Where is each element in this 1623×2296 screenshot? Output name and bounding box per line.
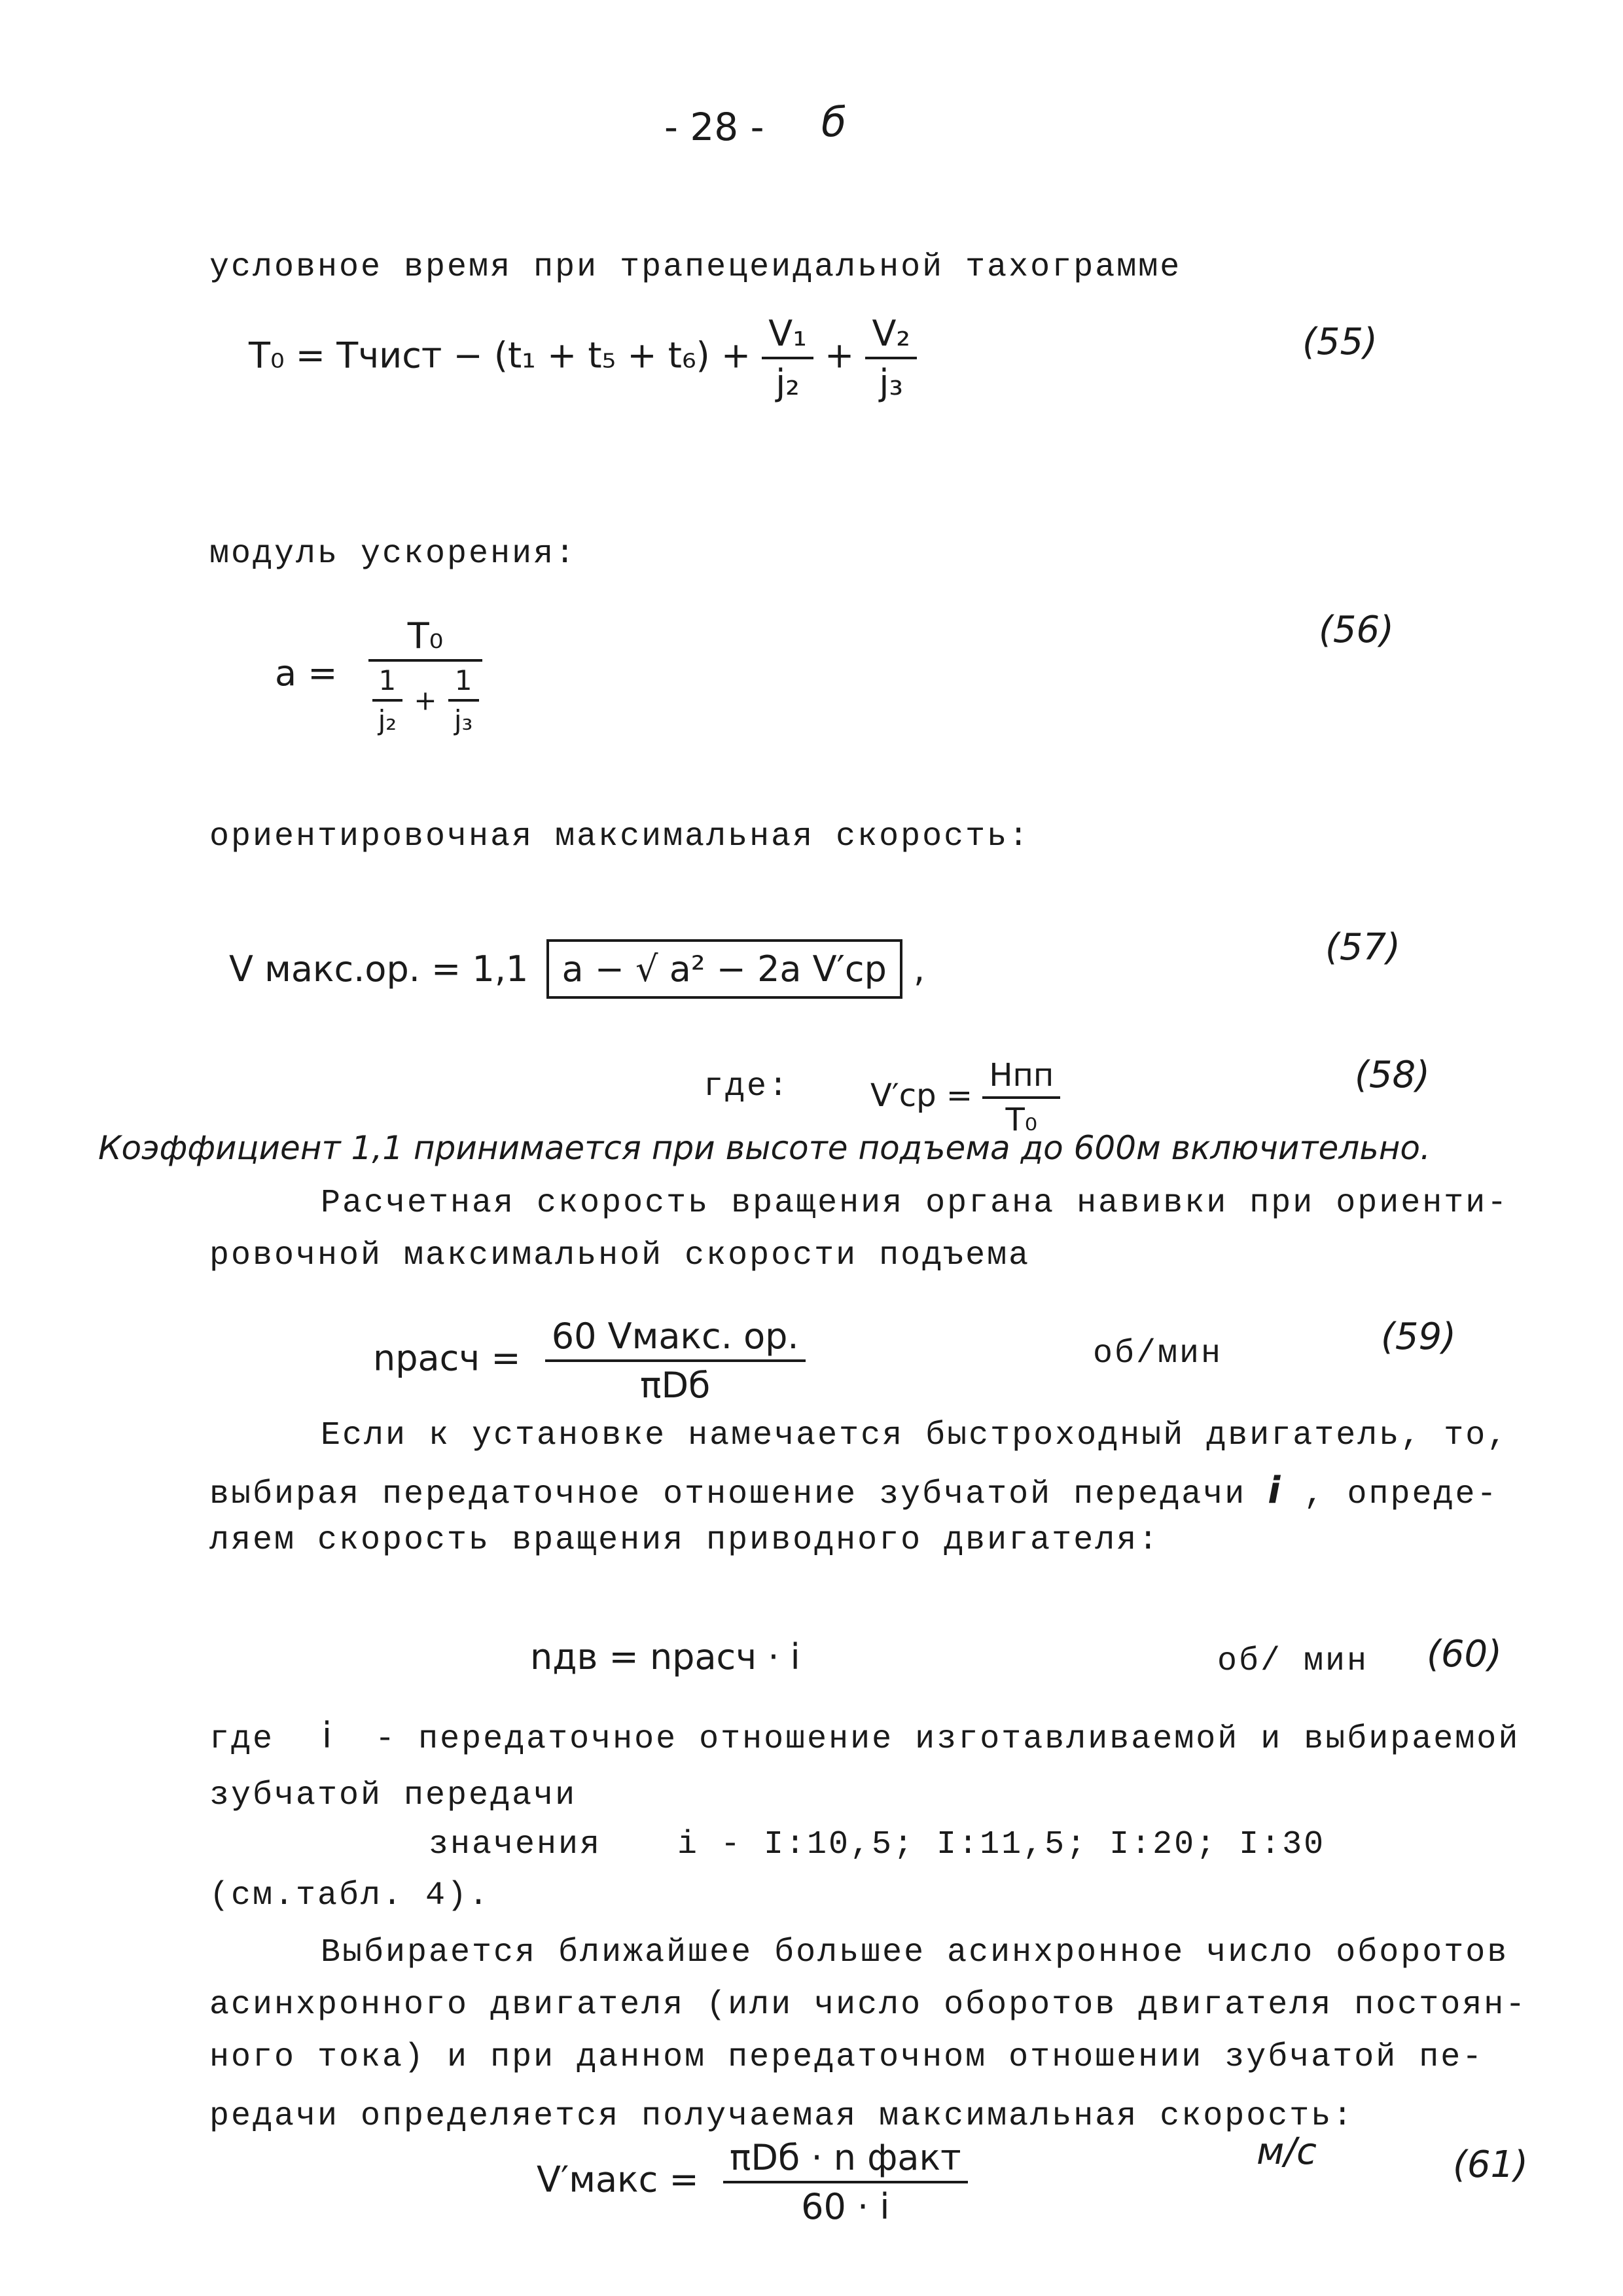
equation-59 bbox=[373, 1316, 806, 1406]
eq56-d1 bbox=[372, 664, 403, 736]
eq56-d2-den: j₃ bbox=[454, 704, 473, 736]
eq56-dplus: + bbox=[414, 684, 437, 717]
page-number: - 28 - bbox=[664, 105, 764, 149]
paragraph-61-line-1: Выбирается ближайшее большее асинхронное число оборотов bbox=[321, 1934, 1509, 1971]
eq56-num: T₀ bbox=[368, 615, 483, 662]
paragraph-61-line-3: ного тока) и при данном передаточном отношении зубчатой пе- bbox=[209, 2039, 1484, 2076]
equation-number-59: (59) bbox=[1381, 1316, 1456, 1358]
eq59-unit: об/мин bbox=[1093, 1335, 1223, 1372]
coefficient-note: Коэффициент 1,1 принимается при высоте подъема до 600м включительно. bbox=[98, 1129, 1431, 1167]
eq58-lhs: V′ср = bbox=[870, 1077, 973, 1114]
eq55-f2-num: V₂ bbox=[865, 313, 917, 359]
def-i-text: - передаточное отношение изготавливаемой и выбираемой bbox=[375, 1721, 1520, 1758]
eq57-lhs: V макс.ор. = 1,1 bbox=[229, 948, 529, 990]
p60-line2-text-b: , опреде- bbox=[1304, 1476, 1499, 1513]
eq56-d2 bbox=[448, 664, 479, 736]
eq60-unit: об/ мин bbox=[1217, 1643, 1369, 1680]
equation-58 bbox=[870, 1057, 1060, 1138]
eq56-den bbox=[372, 662, 479, 736]
eq61-lhs: V′макс = bbox=[537, 2159, 699, 2200]
eq58-num: Hпп bbox=[982, 1057, 1060, 1099]
eq56-lhs: a = bbox=[275, 653, 338, 694]
eq57-comma: , bbox=[914, 948, 925, 990]
eq57-bracket: a − √ a² − 2a V′ср bbox=[546, 939, 902, 999]
equation-56 bbox=[275, 615, 482, 736]
definition-i-line-1 bbox=[209, 1715, 1520, 1758]
paragraph-60-line-3: ляем скорость вращения приводного двигателя: bbox=[209, 1522, 1160, 1559]
equation-number-60: (60) bbox=[1427, 1633, 1502, 1676]
eq61-den: 60 · i bbox=[801, 2186, 890, 2227]
section-label-57: ориентировочная максимальная скорость: bbox=[209, 818, 1031, 855]
eq56-d1-den: j₂ bbox=[378, 704, 397, 736]
eq56-fraction bbox=[368, 615, 483, 736]
eq58-fraction bbox=[982, 1057, 1060, 1138]
equation-number-56: (56) bbox=[1319, 609, 1394, 651]
eq55-plus: + bbox=[825, 334, 855, 376]
eq58-den: T₀ bbox=[1005, 1102, 1038, 1138]
paragraph-60-line-2 bbox=[209, 1469, 1499, 1513]
eq61-unit: м/с bbox=[1257, 2130, 1317, 2173]
page-mark: б bbox=[821, 98, 847, 146]
paragraph-59-line-1: Расчетная скорость вращения органа навивки при ориенти- bbox=[321, 1185, 1509, 1222]
eq55-f1-num: V₁ bbox=[762, 313, 813, 359]
p60-line2-i: i bbox=[1268, 1469, 1283, 1512]
eq56-d1-num: 1 bbox=[372, 664, 403, 702]
eq55-fraction-2 bbox=[865, 313, 917, 403]
section-label-55: условное время при трапецеидальной тахограмме bbox=[209, 249, 1182, 286]
eq55-lhs: T₀ = Tчист − (t₁ + t₅ + t₆) + bbox=[249, 334, 751, 376]
equation-number-58: (58) bbox=[1355, 1054, 1430, 1096]
eq55-fraction-1 bbox=[762, 313, 813, 403]
definition-i-line-2: зубчатой передачи bbox=[209, 1777, 577, 1814]
eq59-fraction bbox=[545, 1316, 806, 1406]
equation-57 bbox=[229, 939, 925, 999]
paragraph-59-line-2: ровочной максимальной скорости подъема bbox=[209, 1237, 1031, 1274]
eq59-lhs: nрасч = bbox=[373, 1337, 521, 1379]
equation-number-55: (55) bbox=[1302, 321, 1378, 363]
values-text: i - I:10,5; I:11,5; I:20; I:30 bbox=[677, 1826, 1326, 1863]
eq61-fraction bbox=[723, 2137, 968, 2227]
equation-60: nдв = nрасч · i bbox=[530, 1636, 800, 1677]
equation-number-61: (61) bbox=[1453, 2144, 1528, 2186]
def-i-symbol: i bbox=[322, 1715, 334, 1756]
equation-number-57: (57) bbox=[1325, 926, 1400, 969]
eq61-num: πDб · n факт bbox=[723, 2137, 968, 2183]
values-label: значения bbox=[429, 1826, 602, 1863]
see-table: (см.табл. 4). bbox=[209, 1877, 491, 1914]
paragraph-60-line-1: Если к установке намечается быстроходный двигатель, то, bbox=[321, 1417, 1509, 1454]
eq55-f1-den: j₂ bbox=[776, 362, 800, 403]
eq59-num: 60 Vмакс. ор. bbox=[545, 1316, 806, 1362]
eq59-den: πDб bbox=[639, 1365, 711, 1406]
equation-55 bbox=[249, 313, 917, 403]
p60-line2-text-a: выбирая передаточное отношение зубчатой передачи bbox=[209, 1476, 1247, 1513]
where-label: где: bbox=[704, 1068, 791, 1105]
eq55-f2-den: j₃ bbox=[879, 362, 904, 403]
paragraph-61-line-2: асинхронного двигателя (или число оборотов двигателя постоян- bbox=[209, 1986, 1527, 2024]
def-i-where: где bbox=[209, 1721, 275, 1758]
eq56-d2-num: 1 bbox=[448, 664, 479, 702]
equation-61 bbox=[537, 2137, 968, 2227]
section-label-56: модуль ускорения: bbox=[209, 535, 577, 573]
paragraph-61-line-4: редачи определяется получаемая максимальная скорость: bbox=[209, 2098, 1355, 2135]
